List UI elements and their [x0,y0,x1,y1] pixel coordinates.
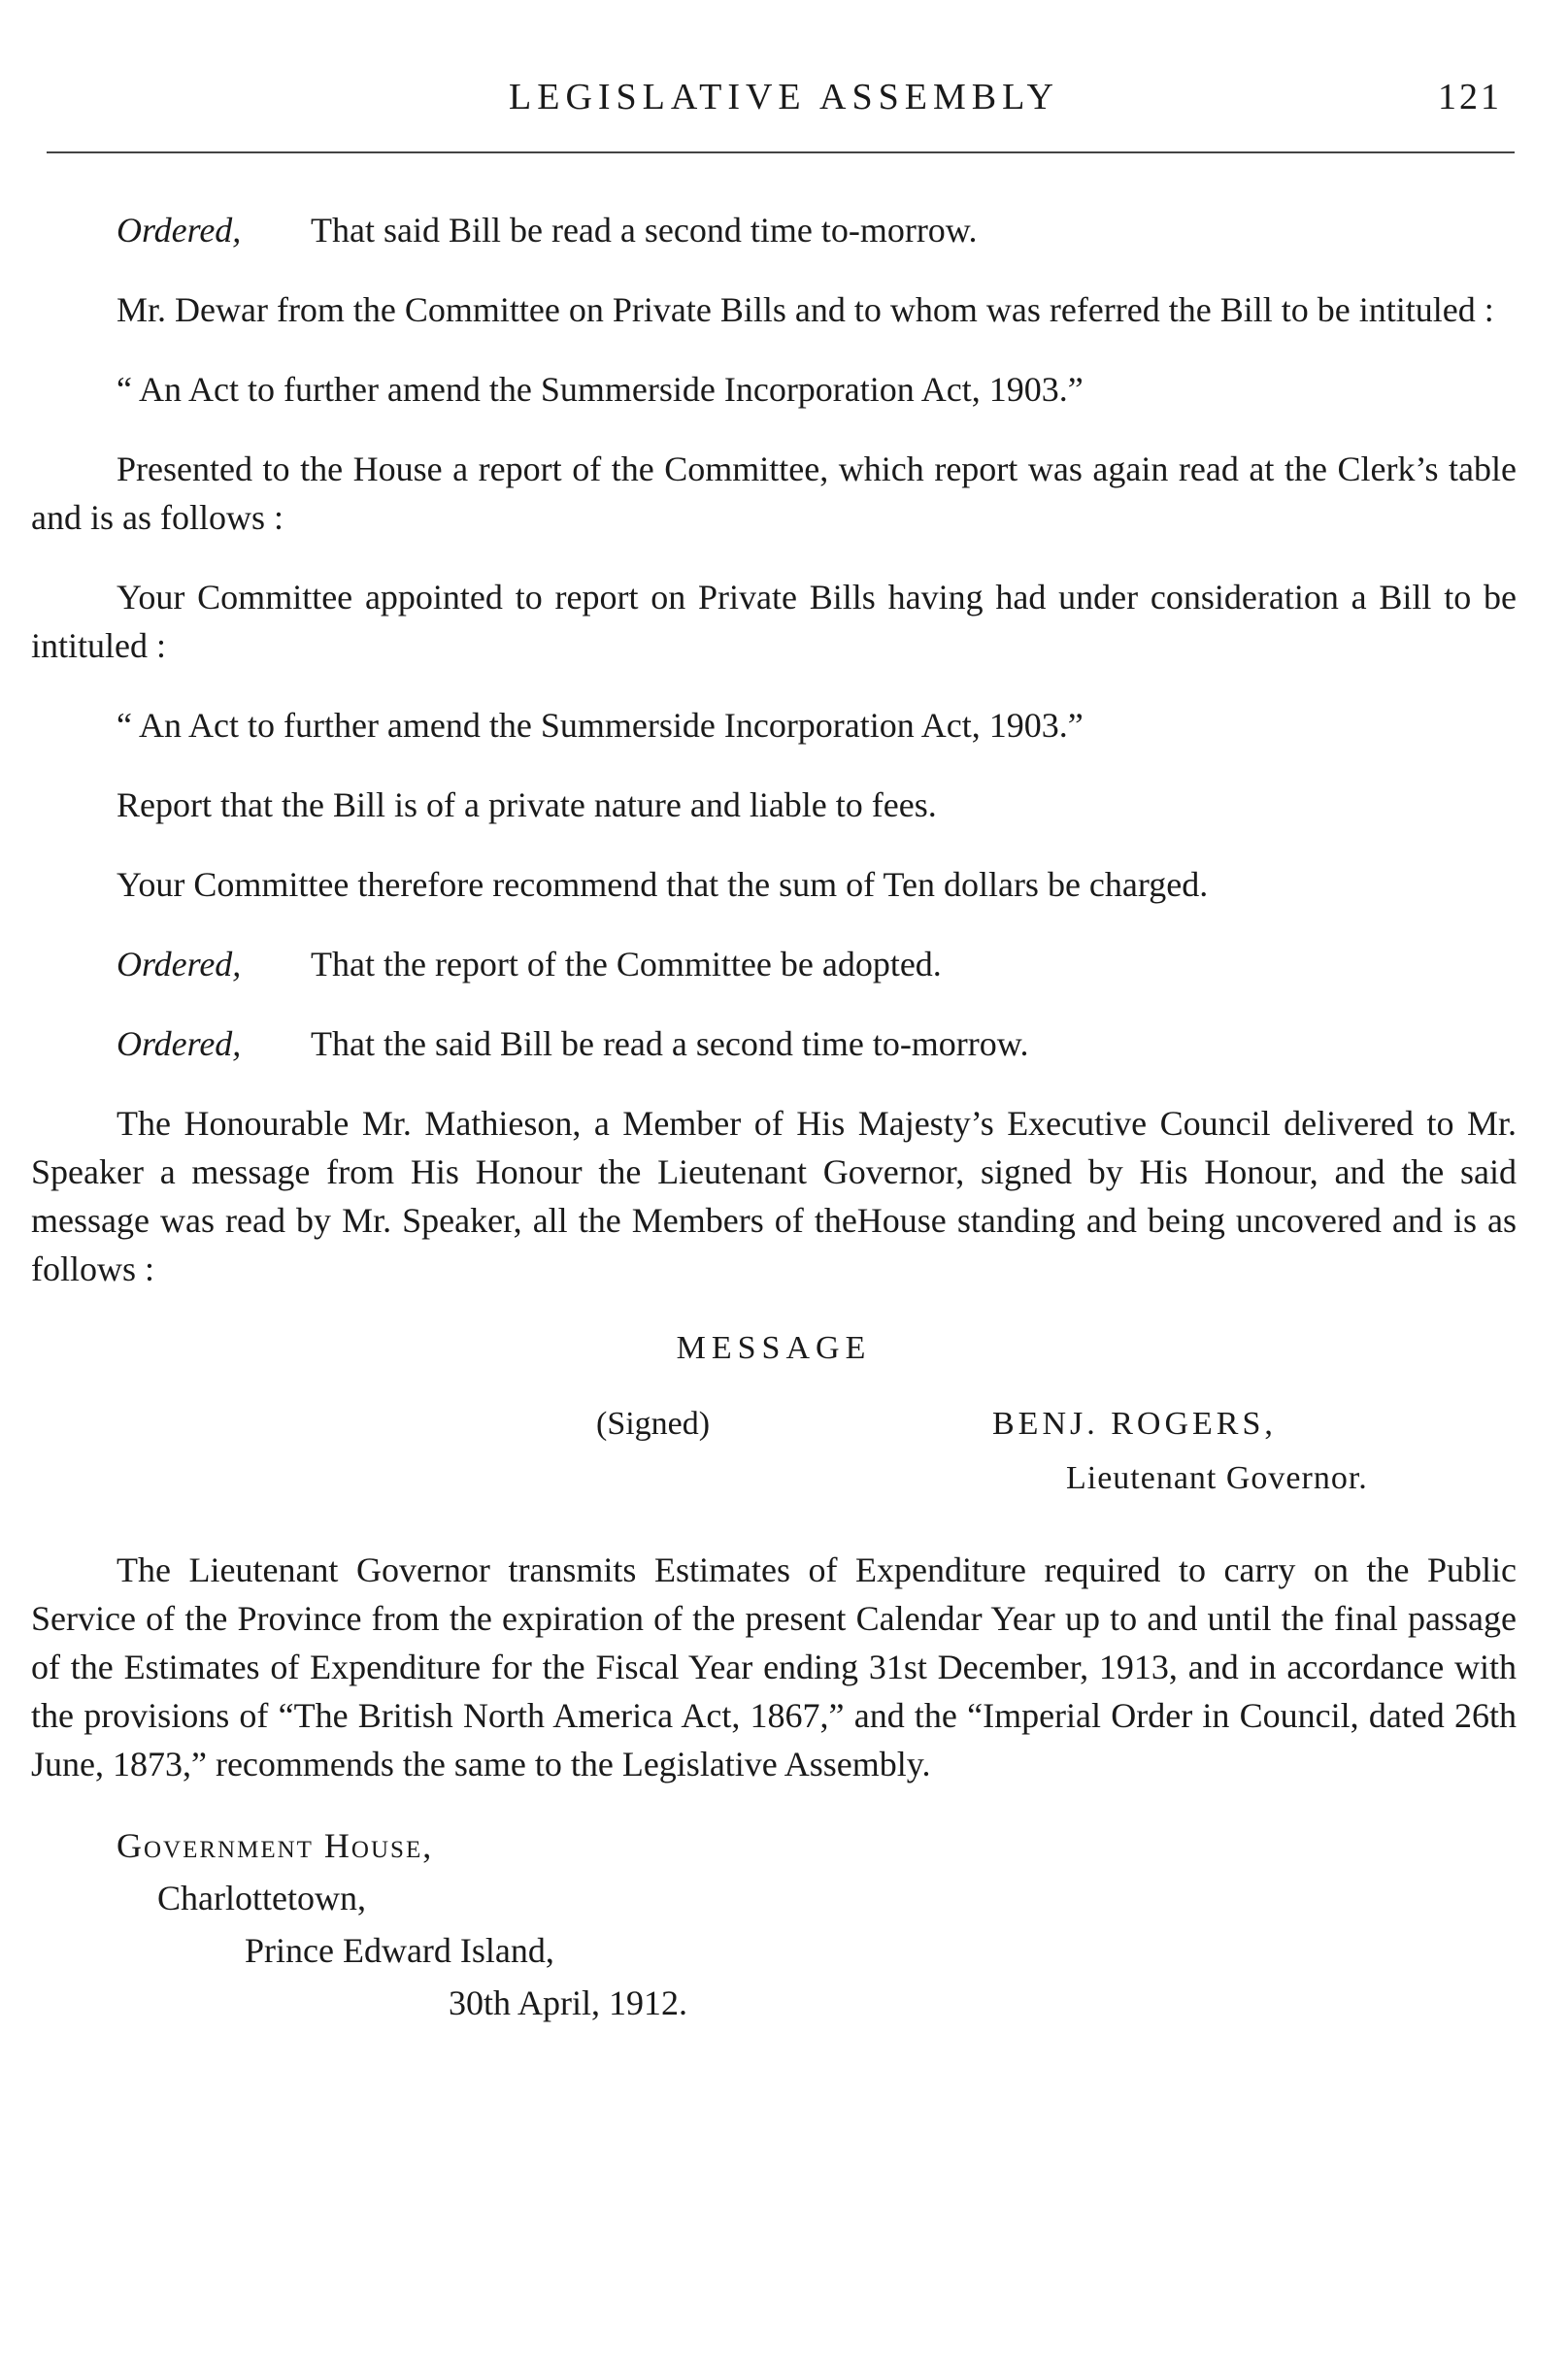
paragraph-committee-consideration: Your Committee appointed to report on Private Bills having had under consideration a Bill to be intituled : [31,578,1517,665]
message-heading: MESSAGE [676,1330,872,1366]
body-text [31,206,1517,2029]
paragraph-report-presented: Presented to the House a report of the Committee, which report was again read at the Clerk’s table and is as follows : [31,450,1517,537]
header-rule [47,151,1515,153]
order-paragraph-1 [31,206,1517,254]
signature-block [31,1400,1517,1507]
bill-title-quote-2: “ An Act to further amend the Summerside Incorporation Act, 1903.” [117,706,1084,745]
running-title: LEGISLATIVE ASSEMBLY [509,77,1059,117]
address-line-1: Government House, [117,1826,434,1865]
address-date: 30th April, 1912. [449,1983,688,2022]
signed-label: (Signed) [596,1406,711,1442]
page-number: 121 [1438,77,1502,117]
paragraph-private-nature: Report that the Bill is of a private nature and liable to fees. [117,785,937,824]
address-line-2: Charlottetown, [157,1879,366,1917]
order-text: That the report of the Committee be adopted. [311,945,942,983]
order-paragraph-3 [31,1019,1517,1068]
message-body: The Lieutenant Governor transmits Estimates of Expenditure required to carry on the Public Service of the Province from the expiration of the present Calendar Year up to and until the final passage of the Estimates of Expenditure for the Fiscal Year ending 31st December, 1913, and in accordance with the provisions of “The British North America Act, 1867,” and the “Imperial Order in Council, dated 26th June, 1873,” recommends the same to the Legislative Assembly. [31,1550,1517,1783]
running-head [0,76,1568,124]
bill-title-quote-1: “ An Act to further amend the Summerside Incorporation Act, 1903.” [117,370,1084,409]
order-text: That said Bill be read a second time to-morrow. [311,211,978,250]
paragraph-committee-referral: Mr. Dewar from the Committee on Private Bills and to whom was referred the Bill to be intituled : [117,290,1494,329]
paragraph-message-delivery: The Honourable Mr. Mathieson, a Member of His Majesty’s Executive Council delivered to Mr. Speaker a message from His Honour the Lieutenant Governor, signed by His Honour, and the said message was read by Mr. Speaker, all the Members of theHouse standing and being uncovered and is as follows : [31,1104,1517,1288]
address-line-3: Prince Edward Island, [245,1931,554,1970]
order-paragraph-2 [31,940,1517,988]
order-label: Ordered, [117,1024,242,1063]
paragraph-fee-recommendation: Your Committee therefore recommend that the sum of Ten dollars be charged. [117,865,1209,904]
address-block [31,1819,1517,2029]
signatory-title: Lieutenant Governor. [1066,1460,1368,1496]
signatory-name: BENJ. ROGERS, [992,1406,1277,1442]
order-label: Ordered, [117,945,242,983]
order-label: Ordered, [117,211,242,250]
order-text: That the said Bill be read a second time to-morrow. [311,1024,1029,1063]
